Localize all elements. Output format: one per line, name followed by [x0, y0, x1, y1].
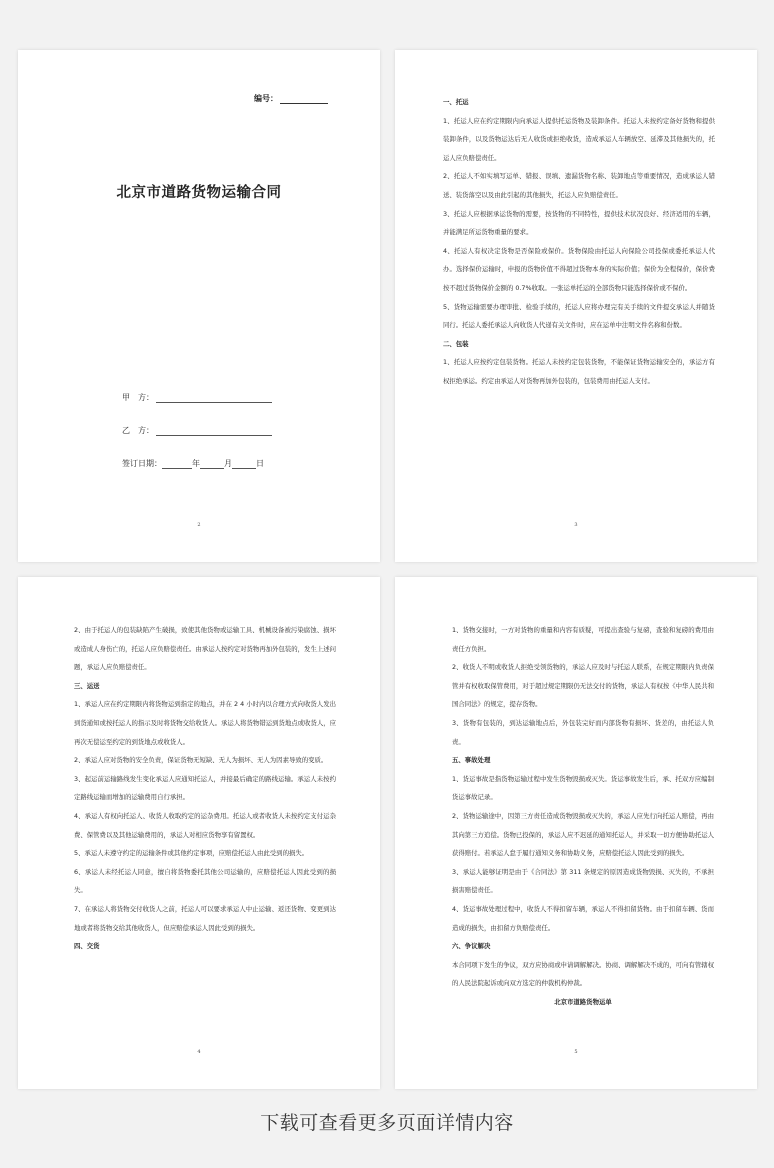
clause-paragraph: 本合同项下发生的争议，双方应协商或申请调解解决。协商、调解解决不成的，可向有管辖权的人民法院起诉或向双方选定的仲裁机构仲裁。: [452, 960, 715, 988]
clause-paragraph: 1、托运人应按约定包装货物。托运人未按约定包装货物，不能保证货物运输安全的，承运方有权拒绝承运。约定由承运人对货物再加外包装的，包装费用由托运人支付。: [443, 358, 715, 385]
contract-number-blank: [280, 95, 328, 104]
clause-paragraph: 5、货物运输需要办理审批、检验手续的，托运人应将办理完有关手续的文件提交承运人并随货同行。托运人委托承运人向收货人代递有关文件时，应在运单中注明文件名称和份数。: [443, 302, 715, 330]
page-number: 2: [197, 522, 201, 528]
party-b-label: 乙 方：: [122, 426, 154, 435]
party-a-field: [122, 392, 272, 403]
party-a-blank: [156, 394, 272, 403]
clause-paragraph: 4、货运事故处理过程中，收货人不得扣留车辆，承运人不得扣留货物。由于扣留车辆、货而造成的损失，由扣留方负赔偿责任。: [452, 904, 714, 932]
page-body: [452, 621, 714, 1011]
party-b-blank: [156, 427, 272, 436]
clause-paragraph: 5、承运人未遵守约定的运输条件或其他约定事项，应赔偿托运人由此受到的损失。: [74, 849, 309, 858]
clause-paragraph: 3、起运前运输路线发生变化承运人应通知托运人，并接最后确定的路线运输。承运人未按约定路线运输而增加的运输费用自行承担。: [74, 774, 336, 802]
signing-date-label: 签订日期：: [122, 459, 162, 468]
clause-paragraph: 3、托运人应根据承运货物的需要，按货物的不同特性，提供技术状况良好、经济适用的车辆，并能满足所运货物重量的要求。: [443, 209, 715, 237]
clause-paragraph: 1、货物交接时，一方对货物的重量和内容有质疑，可提出查验与复磅，查验和复磅的费用由责任方负担。: [452, 626, 714, 653]
clause-paragraph: 1、承运人应在约定期限内将货物运到指定的地点，并在 2 4 小时内以合理方式向收货人发出到货通知或按托运人的指示及时将货物交给收货人。承运人将货物错运到货地点或收货人，应再次无偿运至约定的到货地点或收货人。: [74, 700, 337, 746]
day-label: 日: [256, 459, 264, 468]
page-4: [395, 577, 757, 1089]
day-blank: [232, 460, 256, 469]
clause-paragraph: 3、货物有包装的，到达运输地点后，外包装完好而内部货物有损坏、货差的，由托运人负责。: [452, 718, 714, 746]
clause-paragraph: 4、承运人有权向托运人、收货人收取约定的运杂费用。托运人或者收货人未按约定支付运杂费、保管费以及其他运输费用的，承运人对相应货物享有留置权。: [74, 811, 336, 839]
clause-paragraph: 1、货运事故是指货物运输过程中发生货物毁损或灭失。货运事故发生后，承、托双方应编制货运事故记录。: [452, 774, 714, 802]
month-blank: [200, 460, 224, 469]
page-body: [443, 93, 715, 391]
clause-paragraph: 2、由于托运人的包装缺陷产生破损，致使其他货物或运输工具、机械设备被污染腐蚀、损坏或造成人身伤亡的，托运人应负赔偿责任。由承运人按约定对货物再加外包装的，发生上述问题，承运人应负赔偿责任。: [74, 626, 337, 672]
clause-paragraph: 4、托运人有权决定货物是否保险或保价。货物保险由托运人向保险公司投保或委托承运人代办。选择保价运输时，申报的货物价值不得超过货物本身的实际价值；保价为全程保价，保价费按不超过货物保价金额的 0.7%收取。一张运单托运的全部货物只能选择保价或不保价。: [443, 246, 715, 292]
clause-paragraph: 2、货物运输途中，因第三方责任造成货物毁损或灭失的，承运人应先行向托运人赔偿，再由其向第三方追偿。货物已投保的，承运人应不迟延的通知托运人，并采取一切方便协助托运人获得赔付。若承运人怠于履行通知义务和协助义务，应赔偿托运人因此受到的损失。: [452, 811, 715, 858]
year-label: 年: [192, 459, 200, 468]
party-b-field: [122, 425, 272, 436]
page-cover: [18, 50, 380, 562]
page-number: 4: [197, 1049, 201, 1055]
clause-paragraph: 1、托运人应在约定期限内向承运人提供托运货物及装卸条件。托运人未按约定备好货物和提供装卸条件，以及货物运达后无人收货或拒绝收货，造成承运人车辆放空、延滞及其他损失的，托运人应负赔偿责任。: [443, 116, 715, 162]
section-heading: 一、托运: [443, 98, 469, 106]
month-label: 月: [224, 459, 232, 468]
clause-paragraph: 2、承运人应对货物的安全负责，保证货物无短缺、无人为损坏、无人为因素导致的变质。: [74, 756, 328, 765]
page-number: 3: [574, 522, 578, 528]
document-title: 北京市道路货物运输合同: [116, 185, 282, 201]
section-heading: 二、包装: [443, 339, 469, 348]
section-heading: 三、运送: [74, 681, 100, 690]
page-body: [74, 621, 336, 956]
clause-paragraph: 2、收货人不明或收货人拒绝受领货物的，承运人应及时与托运人联系，在规定期限内负责保管并有权收取保管费用，对于超过规定期限仍无法交付的货物，承运人有权按《中华人民共和国合同法》的规定，提存货物。: [452, 663, 715, 709]
year-blank: [162, 460, 192, 469]
clause-paragraph: 3、承运人能够证明是由于《合同法》第 311 条规定的原因造成货物毁损、灭失的，不承担损害赔偿责任。: [452, 867, 714, 895]
clause-paragraph: 7、在承运人将货物交付收货人之前，托运人可以要求承运人中止运输、返还货物、变更到达地或者将货物交给其他收货人，但应赔偿承运人因此受到的损失。: [74, 904, 336, 932]
signing-date-field: [122, 458, 264, 469]
section-heading: 五、事故处理: [452, 756, 491, 765]
page-3: [18, 577, 380, 1089]
section-heading: 六、争议解决: [452, 942, 491, 951]
party-a-label: 甲 方：: [122, 393, 154, 402]
contract-number-label: 编号：: [254, 94, 278, 103]
page-2: [395, 50, 757, 562]
clause-paragraph: 6、承运人未经托运人同意，擅自将货物委托其他公司运输的，应赔偿托运人因此受到的损失。: [74, 867, 336, 895]
download-more-caption: 下载可查看更多页面详情内容: [260, 1112, 514, 1134]
section-title: 北京市道路货物运单: [554, 997, 612, 1006]
section-heading: 四、交货: [74, 942, 100, 951]
page-number: 5: [574, 1049, 578, 1055]
contract-number-field: [254, 93, 328, 104]
clause-paragraph: 2、托运人不如实填写运单、错报、误填、遗漏货物名称、装卸地点等重要情况，造成承运人错送、装货落空以及由此引起的其他损失，托运人应负赔偿责任。: [443, 172, 715, 199]
